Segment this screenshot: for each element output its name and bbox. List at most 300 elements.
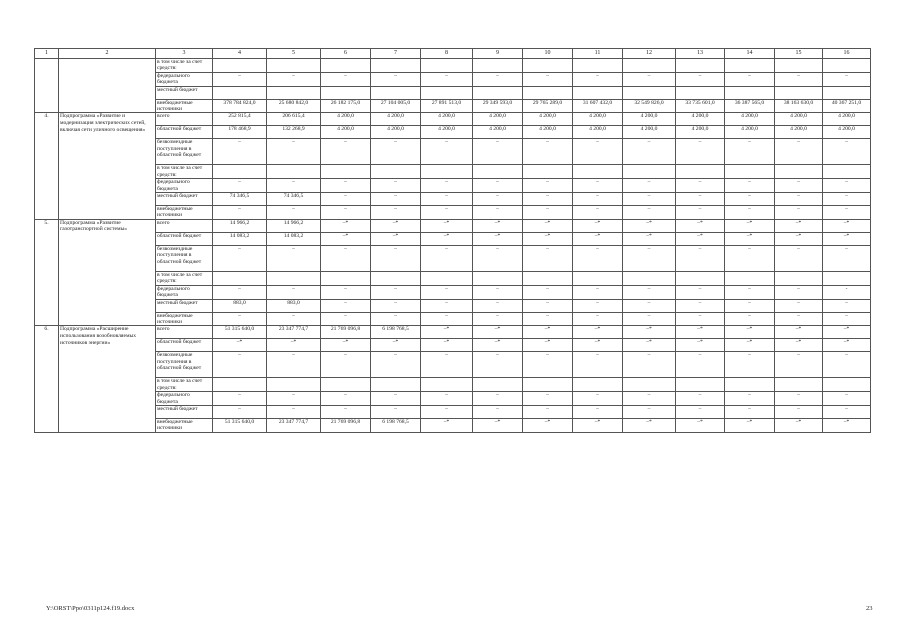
value-cell: 178 468,9 xyxy=(213,126,267,139)
value-cell: – xyxy=(725,285,775,299)
value-cell xyxy=(321,378,371,392)
value-cell: –* xyxy=(523,326,573,339)
value-cell: – xyxy=(473,193,523,206)
subprogram-number: 6. xyxy=(35,326,59,432)
subprogram-title: Подпрограмма «Расширение использования возобновляемых источников энергии» xyxy=(59,326,156,432)
value-cell: – xyxy=(213,392,267,406)
value-cell xyxy=(676,271,725,285)
funding-source: федерального бюджета xyxy=(156,72,213,86)
value-cell xyxy=(421,165,473,179)
value-cell: – xyxy=(371,139,421,165)
value-cell xyxy=(775,378,823,392)
value-cell: –* xyxy=(725,219,775,232)
table-row xyxy=(35,326,871,339)
column-number: 1 xyxy=(35,49,59,59)
table-row xyxy=(35,59,871,73)
value-cell: –* xyxy=(523,219,573,232)
value-cell: 29 349 593,0 xyxy=(473,99,523,113)
value-cell: – xyxy=(371,285,421,299)
value-cell xyxy=(321,271,371,285)
value-cell xyxy=(421,86,473,99)
value-cell: – xyxy=(371,352,421,378)
value-cell: – xyxy=(473,245,523,271)
value-cell xyxy=(473,86,523,99)
table-row xyxy=(35,299,871,312)
value-cell: 29 765 289,0 xyxy=(523,99,573,113)
value-cell: – xyxy=(725,405,775,418)
value-cell: – xyxy=(523,193,573,206)
value-cell: – xyxy=(267,179,321,193)
value-cell: – xyxy=(421,72,473,86)
value-cell xyxy=(267,271,321,285)
subprogram-title: Подпрограмма «Развитие газотранспортной системы» xyxy=(59,219,156,325)
value-cell: – xyxy=(421,392,473,406)
funding-source: безвозмездные поступления в областной бюджет xyxy=(156,139,213,165)
value-cell: – xyxy=(676,179,725,193)
value-cell: – xyxy=(213,245,267,271)
value-cell: – xyxy=(725,179,775,193)
value-cell xyxy=(473,165,523,179)
funding-source: внебюджетные источники xyxy=(156,206,213,220)
value-cell: –* xyxy=(725,326,775,339)
value-cell: 40 367 251,0 xyxy=(823,99,871,113)
value-cell: – xyxy=(623,179,676,193)
funding-source: всего xyxy=(156,113,213,126)
value-cell: – xyxy=(473,405,523,418)
value-cell xyxy=(473,59,523,73)
value-cell: 132 268,9 xyxy=(267,126,321,139)
value-cell: – xyxy=(725,245,775,271)
table-row xyxy=(35,271,871,285)
value-cell xyxy=(676,165,725,179)
funding-source: местный бюджет xyxy=(156,193,213,206)
value-cell: – xyxy=(623,405,676,418)
value-cell: – xyxy=(573,139,623,165)
value-cell: – xyxy=(523,245,573,271)
value-cell: 206 615,4 xyxy=(267,113,321,126)
table-row xyxy=(35,392,871,406)
value-cell: – xyxy=(213,405,267,418)
value-cell: – xyxy=(523,206,573,220)
value-cell: 51 315 640,0 xyxy=(213,418,267,432)
value-cell: 4 200,0 xyxy=(473,113,523,126)
column-number: 6 xyxy=(321,49,371,59)
value-cell xyxy=(473,271,523,285)
value-cell: – xyxy=(371,299,421,312)
value-cell: 6 198 768,5 xyxy=(371,418,421,432)
value-cell: –* xyxy=(823,219,871,232)
value-cell: 14 083,2 xyxy=(267,232,321,245)
value-cell: 14 083,2 xyxy=(213,232,267,245)
value-cell: 4 200,0 xyxy=(523,126,573,139)
value-cell xyxy=(267,165,321,179)
value-cell: –* xyxy=(267,339,321,352)
value-cell: –* xyxy=(371,232,421,245)
value-cell: –* xyxy=(823,339,871,352)
value-cell: – xyxy=(523,312,573,326)
value-cell: – xyxy=(473,285,523,299)
value-cell: – xyxy=(775,193,823,206)
value-cell xyxy=(321,86,371,99)
table-row xyxy=(35,206,871,220)
table-row xyxy=(35,378,871,392)
value-cell: 6 198 768,5 xyxy=(371,326,421,339)
value-cell: – xyxy=(823,245,871,271)
value-cell: –* xyxy=(523,339,573,352)
table-row xyxy=(35,352,871,378)
value-cell: – xyxy=(321,179,371,193)
value-cell: – xyxy=(421,193,473,206)
value-cell xyxy=(371,271,421,285)
value-cell: – xyxy=(267,285,321,299)
value-cell: – xyxy=(725,206,775,220)
funding-source: областной бюджет xyxy=(156,339,213,352)
value-cell: –* xyxy=(371,219,421,232)
value-cell: – xyxy=(623,72,676,86)
value-cell: 883,0 xyxy=(267,299,321,312)
value-cell: – xyxy=(321,312,371,326)
value-cell: – xyxy=(421,206,473,220)
value-cell: – xyxy=(473,299,523,312)
value-cell: 4 200,0 xyxy=(676,113,725,126)
table-row xyxy=(35,165,871,179)
value-cell: 378 784 824,0 xyxy=(213,99,267,113)
value-cell: 4 200,0 xyxy=(421,113,473,126)
value-cell: – xyxy=(775,299,823,312)
value-cell: –* xyxy=(523,418,573,432)
value-cell: – xyxy=(213,206,267,220)
table-row xyxy=(35,405,871,418)
value-cell: – xyxy=(473,206,523,220)
value-cell: – xyxy=(371,312,421,326)
value-cell: 27 891 513,0 xyxy=(421,99,473,113)
value-cell: 21 769 096,8 xyxy=(321,326,371,339)
value-cell xyxy=(371,378,421,392)
column-number: 13 xyxy=(676,49,725,59)
value-cell: 38 163 630,0 xyxy=(775,99,823,113)
table-row xyxy=(35,312,871,326)
value-cell: –* xyxy=(421,418,473,432)
funding-source: местный бюджет xyxy=(156,299,213,312)
value-cell: – xyxy=(473,392,523,406)
value-cell: –* xyxy=(623,219,676,232)
value-cell: – xyxy=(213,285,267,299)
value-cell: – xyxy=(421,352,473,378)
value-cell: – xyxy=(213,72,267,86)
value-cell: – xyxy=(775,312,823,326)
value-cell: – xyxy=(213,179,267,193)
value-cell: – xyxy=(267,245,321,271)
column-number: 7 xyxy=(371,49,421,59)
value-cell: – xyxy=(725,139,775,165)
value-cell: – xyxy=(421,179,473,193)
subprogram-number: 4. xyxy=(35,113,59,219)
value-cell: – xyxy=(321,352,371,378)
value-cell xyxy=(321,165,371,179)
funding-source: в том числе за счет средств: xyxy=(156,271,213,285)
value-cell: – xyxy=(725,72,775,86)
value-cell: – xyxy=(267,72,321,86)
value-cell: – xyxy=(725,299,775,312)
value-cell: –* xyxy=(573,339,623,352)
value-cell xyxy=(573,271,623,285)
value-cell xyxy=(823,271,871,285)
value-cell xyxy=(421,59,473,73)
value-cell: 25 680 842,0 xyxy=(267,99,321,113)
value-cell: – xyxy=(321,245,371,271)
value-cell: –* xyxy=(473,326,523,339)
value-cell: 23 347 774,7 xyxy=(267,418,321,432)
value-cell: – xyxy=(725,193,775,206)
table-row xyxy=(35,99,871,113)
value-cell: – xyxy=(676,312,725,326)
value-cell: –* xyxy=(676,418,725,432)
value-cell: – xyxy=(213,139,267,165)
value-cell: – xyxy=(371,405,421,418)
value-cell xyxy=(213,59,267,73)
value-cell: –* xyxy=(775,339,823,352)
value-cell: –* xyxy=(823,418,871,432)
value-cell: – xyxy=(321,193,371,206)
value-cell xyxy=(725,271,775,285)
value-cell: –* xyxy=(623,339,676,352)
value-cell: – xyxy=(267,392,321,406)
column-number: 5 xyxy=(267,49,321,59)
value-cell: 14 966,2 xyxy=(213,219,267,232)
subprogram-title-cell xyxy=(59,59,156,113)
value-cell: –* xyxy=(676,219,725,232)
value-cell: –* xyxy=(775,219,823,232)
value-cell: – xyxy=(823,179,871,193)
funding-source: в том числе за счет средств: xyxy=(156,378,213,392)
column-number: 2 xyxy=(59,49,156,59)
value-cell xyxy=(523,59,573,73)
value-cell: – xyxy=(623,245,676,271)
value-cell: 4 200,0 xyxy=(623,113,676,126)
value-cell: – xyxy=(213,352,267,378)
value-cell: – xyxy=(321,299,371,312)
value-cell: 4 200,0 xyxy=(321,113,371,126)
value-cell: – xyxy=(623,193,676,206)
table-row xyxy=(35,245,871,271)
column-number-row xyxy=(35,49,871,59)
value-cell: – xyxy=(823,72,871,86)
value-cell: – xyxy=(775,139,823,165)
value-cell xyxy=(725,165,775,179)
value-cell xyxy=(213,86,267,99)
value-cell: –* xyxy=(775,418,823,432)
value-cell: – xyxy=(623,206,676,220)
funding-source: всего xyxy=(156,219,213,232)
value-cell xyxy=(725,378,775,392)
value-cell: 4 200,0 xyxy=(623,126,676,139)
funding-source: безвозмездные поступления в областной бюджет xyxy=(156,245,213,271)
value-cell xyxy=(823,378,871,392)
value-cell: – xyxy=(676,206,725,220)
value-cell xyxy=(775,165,823,179)
value-cell: –* xyxy=(725,339,775,352)
value-cell: –* xyxy=(421,219,473,232)
column-number: 3 xyxy=(156,49,213,59)
value-cell: –* xyxy=(321,339,371,352)
value-cell xyxy=(823,59,871,73)
value-cell: – xyxy=(823,312,871,326)
value-cell: – xyxy=(676,392,725,406)
value-cell: –* xyxy=(473,339,523,352)
value-cell: – xyxy=(421,312,473,326)
value-cell: – xyxy=(775,72,823,86)
value-cell xyxy=(213,165,267,179)
value-cell xyxy=(321,59,371,73)
value-cell: 4 200,0 xyxy=(573,126,623,139)
column-number: 16 xyxy=(823,49,871,59)
value-cell: – xyxy=(421,139,473,165)
value-cell: – xyxy=(321,285,371,299)
value-cell xyxy=(267,378,321,392)
value-cell: 31 607 432,0 xyxy=(573,99,623,113)
budget-table xyxy=(34,48,871,433)
value-cell xyxy=(623,59,676,73)
value-cell: 883,0 xyxy=(213,299,267,312)
value-cell: – xyxy=(267,206,321,220)
value-cell xyxy=(823,165,871,179)
value-cell: – xyxy=(775,206,823,220)
value-cell: –* xyxy=(473,232,523,245)
value-cell: –* xyxy=(573,219,623,232)
column-number: 9 xyxy=(473,49,523,59)
value-cell xyxy=(676,86,725,99)
value-cell: – xyxy=(371,72,421,86)
value-cell: – xyxy=(823,299,871,312)
value-cell: –* xyxy=(823,232,871,245)
funding-source: внебюджетные источники xyxy=(156,418,213,432)
table-row xyxy=(35,193,871,206)
value-cell xyxy=(775,271,823,285)
value-cell: –* xyxy=(421,326,473,339)
value-cell: – xyxy=(725,312,775,326)
value-cell: – xyxy=(676,193,725,206)
value-cell: 4 200,0 xyxy=(823,126,871,139)
value-cell xyxy=(267,86,321,99)
value-cell: 4 200,0 xyxy=(523,113,573,126)
table-row xyxy=(35,72,871,86)
value-cell xyxy=(725,86,775,99)
funding-source: внебюджетные источники xyxy=(156,99,213,113)
funding-source: федерального бюджета xyxy=(156,392,213,406)
value-cell xyxy=(421,271,473,285)
value-cell: – xyxy=(623,299,676,312)
value-cell: – xyxy=(775,179,823,193)
value-cell: –* xyxy=(573,418,623,432)
value-cell: – xyxy=(573,179,623,193)
value-cell: – xyxy=(421,245,473,271)
table-row xyxy=(35,232,871,245)
value-cell: – xyxy=(573,352,623,378)
value-cell: 27 104 005,0 xyxy=(371,99,421,113)
funding-source: безвозмездные поступления в областной бюджет xyxy=(156,352,213,378)
value-cell: – xyxy=(267,139,321,165)
value-cell: – xyxy=(573,405,623,418)
value-cell: – xyxy=(823,392,871,406)
value-cell: 4 200,0 xyxy=(775,113,823,126)
value-cell: – xyxy=(823,405,871,418)
value-cell: – xyxy=(573,193,623,206)
value-cell: –* xyxy=(775,232,823,245)
value-cell xyxy=(573,59,623,73)
value-cell: 74 346,5 xyxy=(267,193,321,206)
value-cell: – xyxy=(676,285,725,299)
table-row xyxy=(35,139,871,165)
value-cell: –* xyxy=(623,418,676,432)
value-cell: –* xyxy=(775,326,823,339)
value-cell: – xyxy=(473,352,523,378)
value-cell: –* xyxy=(676,326,725,339)
value-cell: – xyxy=(523,285,573,299)
value-cell: – xyxy=(523,405,573,418)
value-cell: – xyxy=(523,139,573,165)
value-cell: –* xyxy=(473,219,523,232)
value-cell: – xyxy=(321,405,371,418)
table-row xyxy=(35,179,871,193)
value-cell: – xyxy=(676,245,725,271)
funding-source: всего xyxy=(156,326,213,339)
value-cell: – xyxy=(775,245,823,271)
document-path: Y:\ORST\Ppo\0311p124.f19.docx xyxy=(46,605,135,612)
value-cell: – xyxy=(623,312,676,326)
value-cell: – xyxy=(213,312,267,326)
value-cell xyxy=(523,378,573,392)
column-number: 8 xyxy=(421,49,473,59)
value-cell: –* xyxy=(523,232,573,245)
value-cell: –* xyxy=(725,232,775,245)
value-cell: 4 200,0 xyxy=(725,113,775,126)
value-cell xyxy=(623,378,676,392)
value-cell: – xyxy=(676,405,725,418)
value-cell: 4 200,0 xyxy=(775,126,823,139)
value-cell: – xyxy=(371,245,421,271)
value-cell xyxy=(775,59,823,73)
value-cell: – xyxy=(725,352,775,378)
value-cell: – xyxy=(371,392,421,406)
value-cell: 4 200,0 xyxy=(725,126,775,139)
value-cell: 4 200,0 xyxy=(321,126,371,139)
value-cell: – xyxy=(523,392,573,406)
value-cell: 4 200,0 xyxy=(473,126,523,139)
value-cell: 4 200,0 xyxy=(823,113,871,126)
value-cell: – xyxy=(421,299,473,312)
table-row xyxy=(35,126,871,139)
funding-source: в том числе за счет средств: xyxy=(156,165,213,179)
value-cell xyxy=(523,165,573,179)
value-cell xyxy=(676,378,725,392)
value-cell: – xyxy=(573,206,623,220)
value-cell: –* xyxy=(623,232,676,245)
value-cell: 4 200,0 xyxy=(371,113,421,126)
value-cell xyxy=(725,59,775,73)
value-cell: 4 200,0 xyxy=(421,126,473,139)
value-cell: –* xyxy=(421,339,473,352)
value-cell: –* xyxy=(321,219,371,232)
funding-source: внебюджетные источники xyxy=(156,312,213,326)
value-cell xyxy=(213,271,267,285)
value-cell: –* xyxy=(213,339,267,352)
value-cell: – xyxy=(676,139,725,165)
value-cell: –* xyxy=(371,339,421,352)
value-cell xyxy=(213,378,267,392)
value-cell: 23 347 774,7 xyxy=(267,326,321,339)
value-cell: – xyxy=(623,285,676,299)
value-cell: – xyxy=(371,179,421,193)
